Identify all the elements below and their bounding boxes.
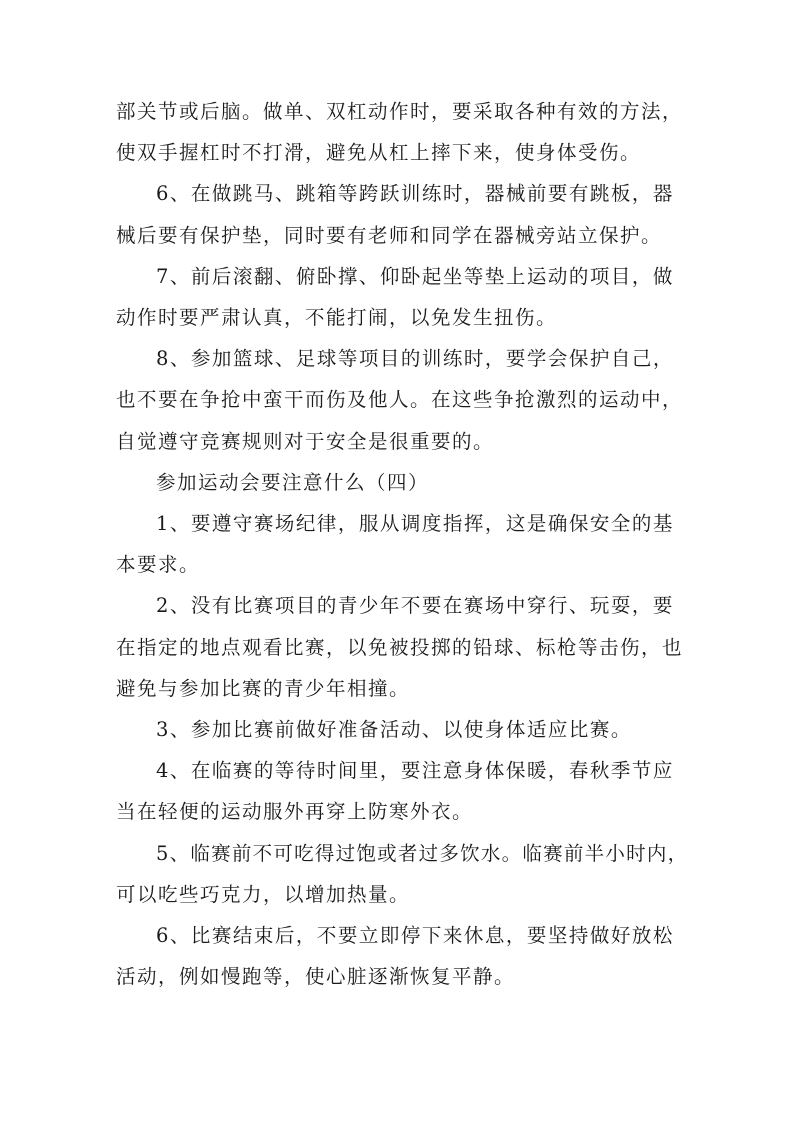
- paragraph-line: 也不要在争抢中蛮干而伤及他人。在这些争抢激烈的运动中，: [116, 388, 684, 411]
- paragraph-line: 2、没有比赛项目的青少年不要在赛场中穿行、玩耍，要: [156, 594, 674, 617]
- paragraph-line: 当在轻便的运动服外再穿上防寒外衣。: [116, 800, 474, 823]
- paragraph-line: 3、参加比赛前做好准备活动、以使身体适应比赛。: [156, 718, 632, 741]
- paragraph-line: 活动，例如慢跑等，使心脏逐渐恢复平静。: [116, 965, 516, 988]
- paragraph-line: 本要求。: [116, 553, 201, 576]
- paragraph-line: 1、要遵守赛场纪律，服从调度指挥，这是确保安全的基: [156, 512, 674, 535]
- paragraph-line: 5、临赛前不可吃得过饱或者过多饮水。临赛前半小时内，: [156, 842, 689, 865]
- paragraph-line: 6、在做跳马、跳箱等跨跃训练时，器械前要有跳板，器: [156, 182, 674, 205]
- paragraph-line: 避免与参加比赛的青少年相撞。: [116, 677, 411, 700]
- paragraph-line: 可以吃些巧克力，以增加热量。: [116, 883, 411, 906]
- section-heading: 参加运动会要注意什么（四）: [156, 471, 430, 494]
- paragraph-line: 械后要有保护垫，同时要有老师和同学在器械旁站立保护。: [116, 224, 663, 247]
- paragraph-line: 7、前后滚翻、俯卧撑、仰卧起坐等垫上运动的项目，做: [156, 265, 674, 288]
- paragraph-line: 在指定的地点观看比赛，以免被投掷的铅球、标枪等击伤，也: [116, 636, 684, 659]
- paragraph-line: 自觉遵守竞赛规则对于安全是很重要的。: [116, 430, 495, 453]
- paragraph-line: 部关节或后脑。做单、双杠动作时，要采取各种有效的方法，: [116, 100, 684, 123]
- paragraph-line: 动作时要严肃认真，不能打闹，以免发生扭伤。: [116, 306, 558, 329]
- paragraph-line: 使双手握杠时不打滑，避免从杠上摔下来，使身体受伤。: [116, 141, 642, 164]
- paragraph-line: 4、在临赛的等待时间里，要注意身体保暖，春秋季节应: [156, 759, 674, 782]
- paragraph-line: 8、参加篮球、足球等项目的训练时，要学会保护自己，: [156, 347, 674, 370]
- paragraph-line: 6、比赛结束后，不要立即停下来休息，要坚持做好放松: [156, 924, 674, 947]
